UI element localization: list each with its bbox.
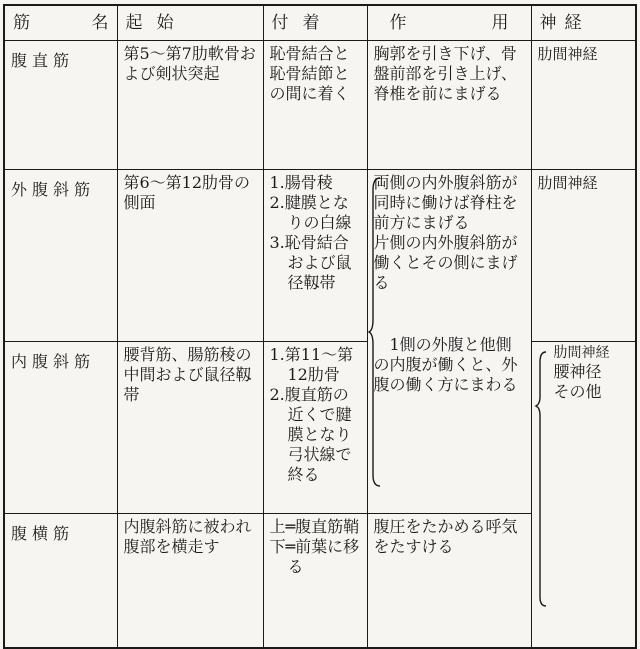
table-row bbox=[4, 342, 636, 514]
insertion-cell bbox=[263, 170, 367, 342]
origin-cell: 第5〜第7肋軟骨および剣状突起 bbox=[117, 41, 263, 170]
left-brace-icon bbox=[532, 342, 552, 612]
header-action-1: 作 bbox=[389, 13, 407, 33]
header-muscle-name-2: 名 bbox=[91, 13, 109, 33]
header-row bbox=[4, 5, 636, 41]
nerve-cell: 肋間神経 bbox=[531, 41, 636, 170]
header-action-2: 用 bbox=[491, 13, 509, 33]
insertion-cell: 恥骨結合と恥骨結節との間に着く bbox=[263, 41, 367, 170]
origin-cell: 腰背筋、腸筋稜の中間および鼠径靱帯 bbox=[117, 342, 263, 514]
muscle-name: 外腹斜筋 bbox=[4, 170, 117, 342]
insertion-item: 2.腹直筋の近くで腱膜となり弓状線で終る bbox=[269, 385, 352, 484]
action-cell: 胸郭を引き下げ、骨盤前部を引き上げ、脊椎を前にまげる bbox=[367, 41, 531, 170]
nerve-cell: 肋間神経 bbox=[531, 170, 636, 342]
merged-nerve-item: 腰神径 bbox=[553, 362, 602, 381]
merged-nerve-cell bbox=[531, 342, 636, 649]
merged-action-text-2: 片側の内外腹斜筋が働くとその側にまげる bbox=[373, 233, 518, 292]
header-nerve: 神経 bbox=[531, 5, 636, 41]
insertion-item: 3.恥骨結合および鼠径靱帯 bbox=[269, 233, 352, 292]
insertion-item: 1.腸骨稜 bbox=[269, 173, 333, 192]
insertion-item: 上═腹直筋鞘 bbox=[269, 517, 360, 536]
muscle-name: 腹横筋 bbox=[4, 514, 117, 649]
header-muscle-name bbox=[4, 5, 117, 41]
header-insertion: 付着 bbox=[263, 5, 367, 41]
insertion-item: 2.腱膜となりの白線 bbox=[269, 193, 352, 232]
header-muscle-name-1: 筋 bbox=[13, 13, 30, 33]
merged-nerve-item: その他 bbox=[553, 382, 602, 401]
merged-action-text-3: 1側の外腹と他側の内腹が働くと、外腹の働く方にまわる bbox=[373, 335, 518, 394]
insertion-cell bbox=[263, 514, 367, 649]
insertion-item: 1.第11〜第12肋骨 bbox=[269, 345, 354, 384]
merged-action-text-1: 両側の内外腹斜筋が同時に働けば脊柱を前方にまげる bbox=[373, 173, 518, 232]
muscle-name: 腹直筋 bbox=[4, 41, 117, 170]
origin-cell: 内腹斜筋に被われ腹部を横走す bbox=[117, 514, 263, 649]
insertion-item: 下═前葉に移る bbox=[269, 537, 360, 576]
muscle-table bbox=[3, 4, 637, 649]
header-action bbox=[367, 5, 531, 41]
merged-action-cell bbox=[367, 170, 531, 514]
table-row bbox=[4, 170, 636, 342]
left-brace-icon bbox=[368, 170, 382, 490]
merged-nerve-item: 肋間神経 bbox=[553, 345, 610, 361]
insertion-cell bbox=[263, 342, 367, 514]
action-cell: 腹圧をたかめる呼気をたすける bbox=[367, 514, 531, 649]
header-origin: 起始 bbox=[117, 5, 263, 41]
table-row bbox=[4, 41, 636, 170]
origin-cell: 第6〜第12肋骨の側面 bbox=[117, 170, 263, 342]
muscle-name: 内腹斜筋 bbox=[4, 342, 117, 514]
